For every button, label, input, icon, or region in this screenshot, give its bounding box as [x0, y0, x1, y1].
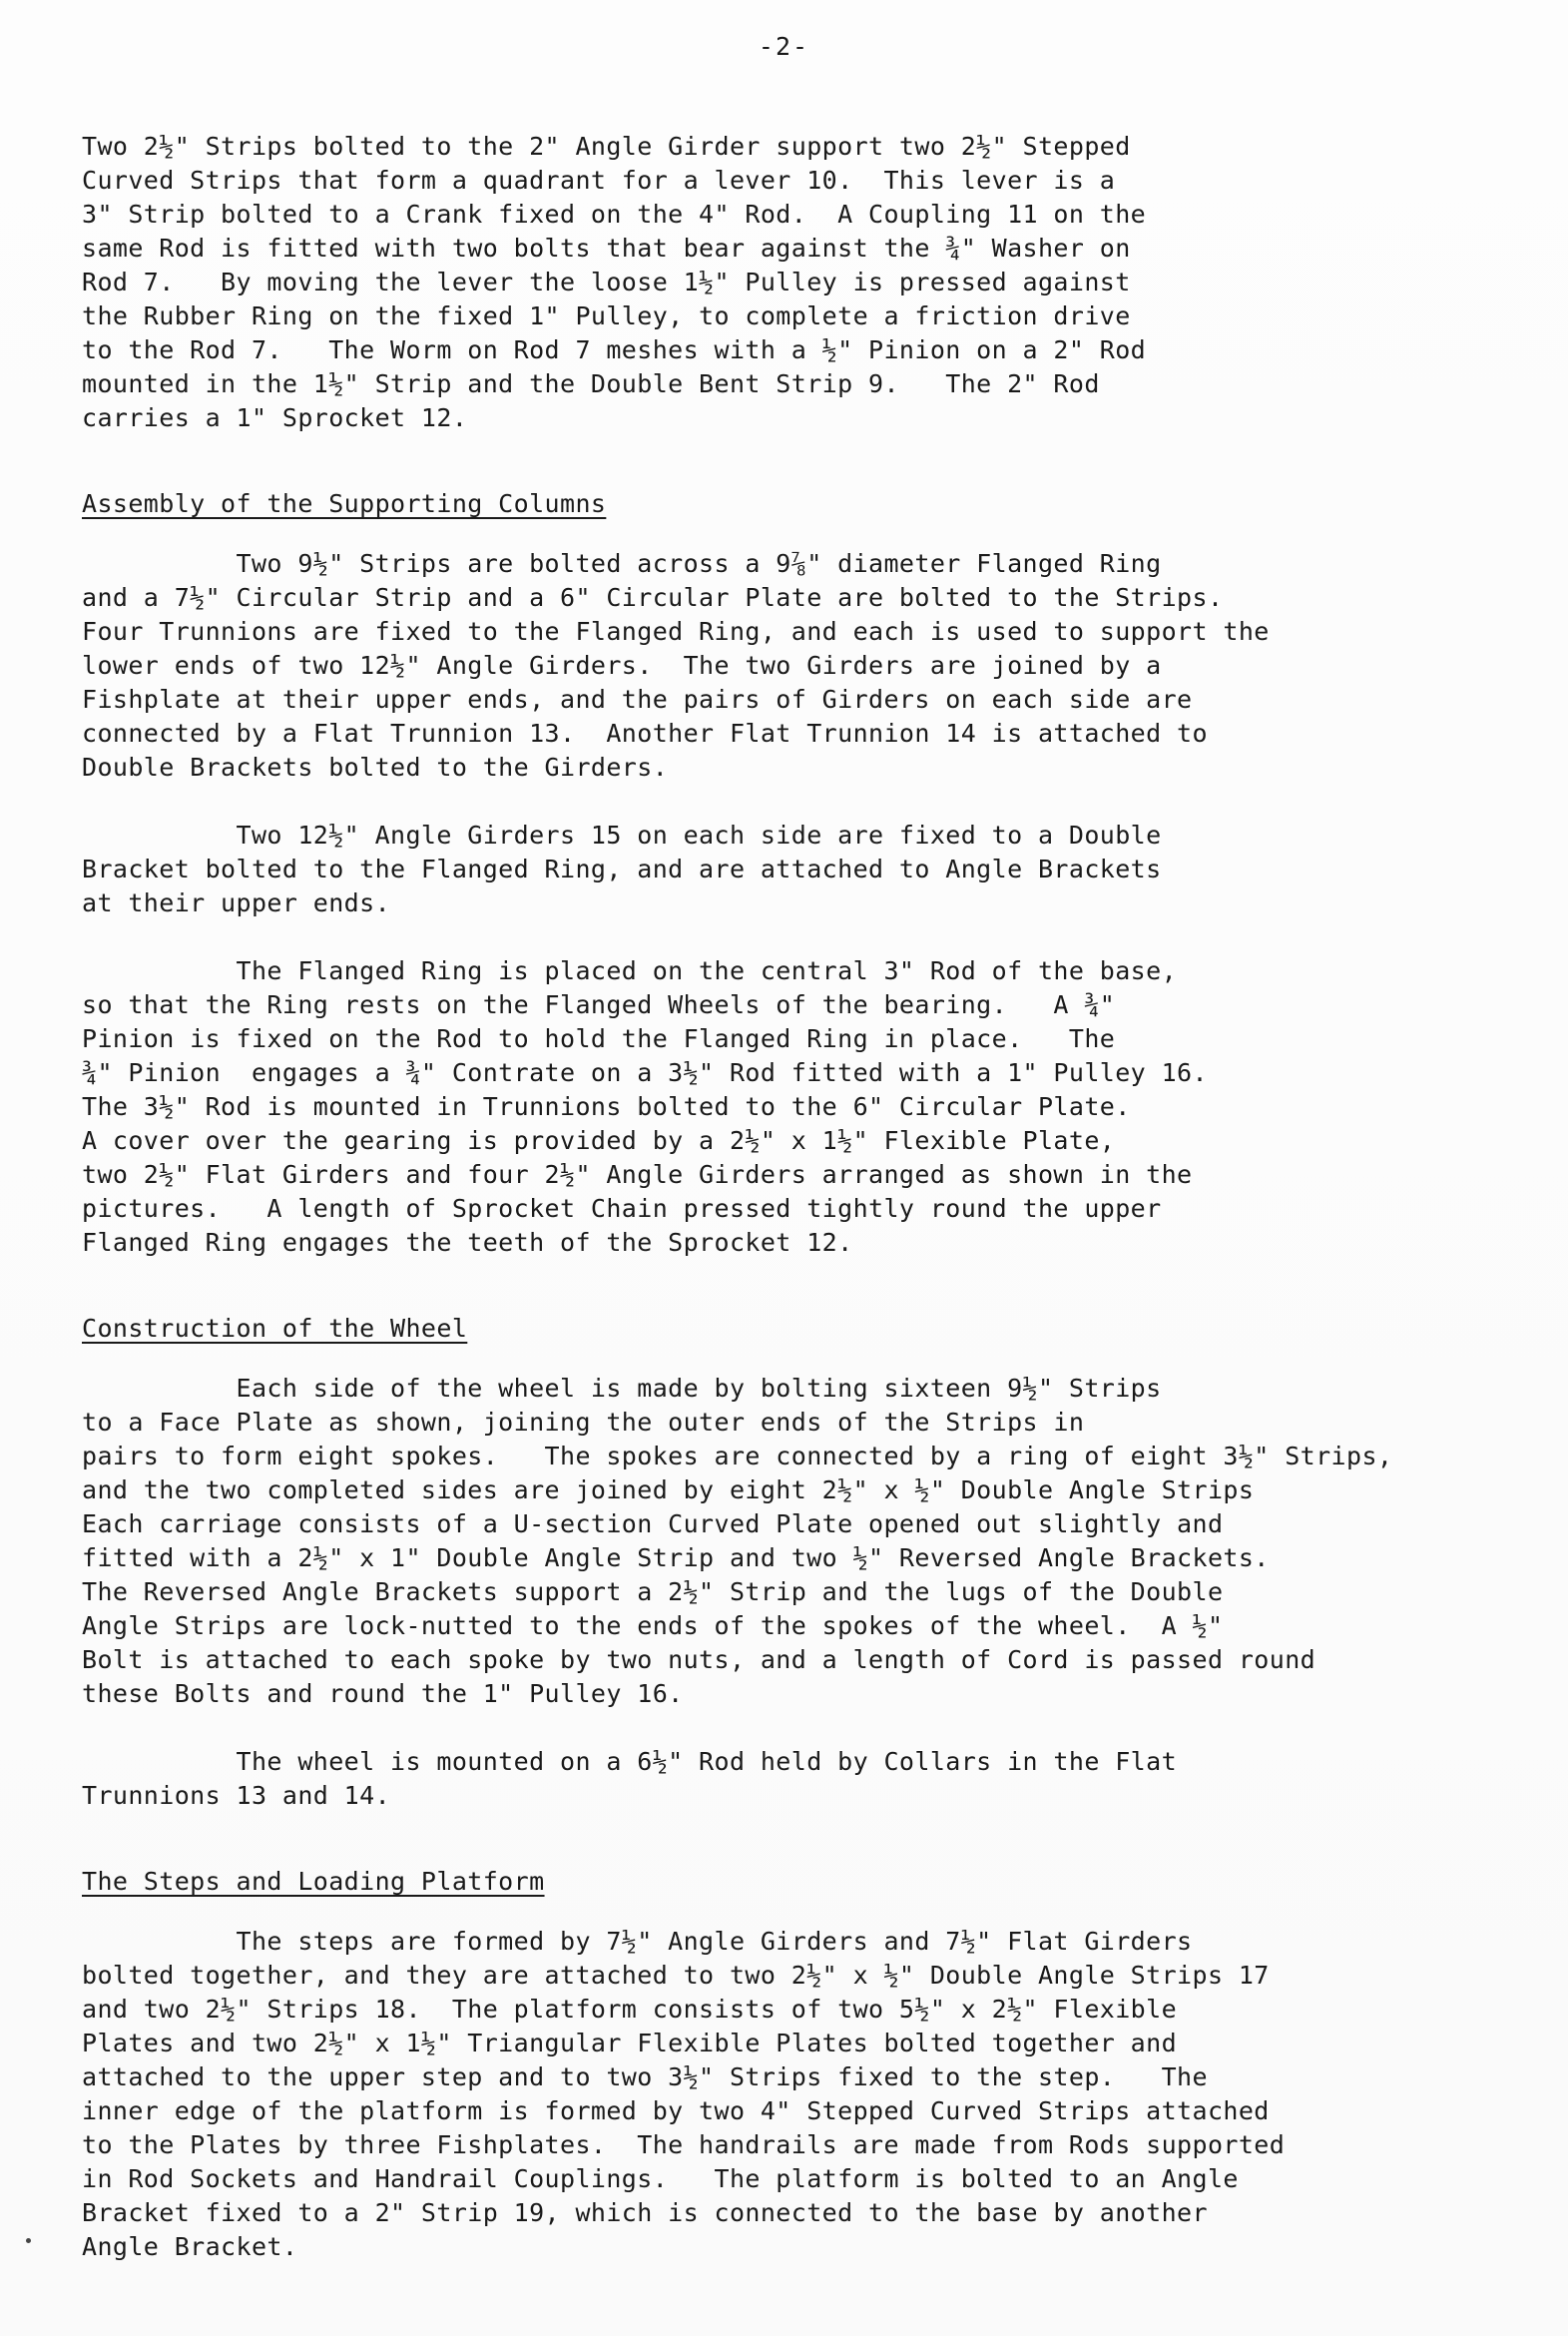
section-heading: Assembly of the Supporting Columns [82, 489, 607, 518]
paragraph: The Flanged Ring is placed on the central 3" Rod of the base, so that the Ring rests on the Flanged Wheels of the bearing. A ¾" Pinion is fixed on the Rod to hold the Flanged Ring in place. The ¾" Pinion engages a ¾" Contrate on a 3½" Rod fitted with a 1" Pulley 16. The 3½" Rod is mounted in Trunnions bolted to the 6" Circular Plate. A cover over the gearing is provided by a 2½" x 1½" Flexible Plate, two 2½" Flat Girders and four 2½" Angle Girders arranged as shown in the pictures. A length of Sprocket Chain pressed tightly round the upper Flanged Ring engages the teeth of the Sprocket 12. [82, 956, 1208, 1257]
section-supporting-columns [82, 487, 1528, 1260]
paragraph: Each side of the wheel is made by bolting sixteen 9½" Strips to a Face Plate as shown, joining the outer ends of the Strips in pairs to form eight spokes. The spokes are connected by a ring of eight 3½" Strips, and the two completed sides are joined by eight 2½" x ½" Double Angle Strips Each carriage consists of a U-section Curved Plate opened out slightly and fitted with a 2½" x 1" Double Angle Strip and two ½" Reversed Angle Brackets. The Reversed Angle Brackets support a 2½" Strip and the lugs of the Double Angle Strips are lock-nutted to the ends of the spokes of the wheel. A ½" Bolt is attached to each spoke by two nuts, and a length of Cord is passed round these Bolts and round the 1" Pulley 16. [82, 1374, 1393, 1708]
paragraph: Two 12½" Angle Girders 15 on each side are fixed to a Double Bracket bolted to the Flanged Ring, and are attached to Angle Brackets at their upper ends. [82, 821, 1162, 917]
document-body [82, 130, 1528, 2264]
ink-dot-mark [26, 2238, 31, 2243]
paragraph: The wheel is mounted on a 6½" Rod held by Collars in the Flat Trunnions 13 and 14. [82, 1747, 1178, 1810]
paragraph: The steps are formed by 7½" Angle Girders and 7½" Flat Girders bolted together, and they are attached to two 2½" x ½" Double Angle Strips 17 and two 2½" Strips 18. The platform consists of two 5½" x 2½" Flexible Plates and two 2½" x 1½" Triangular Flexible Plates bolted together and attached to the upper step and to two 3½" Strips fixed to the step. The inner edge of the platform is formed by two 4" Stepped Curved Strips attached to the Plates by three Fishplates. The handrails are made from Rods supported in Rod Sockets and Handrail Couplings. The platform is bolted to an Angle Bracket fixed to a 2" Strip 19, which is connected to the base by another Angle Bracket. [82, 1927, 1286, 2261]
paragraph: Two 9½" Strips are bolted across a 9⅞" diameter Flanged Ring and a 7½" Circular Strip and a 6" Circular Plate are bolted to the Strips. Four Trunnions are fixed to the Flanged Ring, and each is used to support the lower ends of two 12½" Angle Girders. The two Girders are joined by a Fishplate at their upper ends, and the pairs of Girders on each side are connected by a Flat Trunnion 13. Another Flat Trunnion 14 is attached to Double Brackets bolted to the Girders. [82, 549, 1270, 782]
section-heading: The Steps and Loading Platform [82, 1867, 545, 1896]
section-steps-platform [82, 1865, 1528, 2264]
page-number: -2- [758, 32, 810, 61]
intro-paragraph: Two 2½" Strips bolted to the 2" Angle Girder support two 2½" Stepped Curved Strips that form a quadrant for a lever 10. This lever is a 3" Strip bolted to a Crank fixed on the 4" Rod. A Coupling 11 on the same Rod is fitted with two bolts that bear against the ¾" Washer on Rod 7. By moving the lever the loose 1½" Pulley is pressed against the Rubber Ring on the fixed 1" Pulley, to complete a friction drive to the Rod 7. The Worm on Rod 7 meshes with a ½" Pinion on a 2" Rod mounted in the 1½" Strip and the Double Bent Strip 9. The 2" Rod carries a 1" Sprocket 12. [82, 132, 1147, 432]
section-heading: Construction of the Wheel [82, 1314, 468, 1343]
section-wheel-construction [82, 1312, 1528, 1813]
